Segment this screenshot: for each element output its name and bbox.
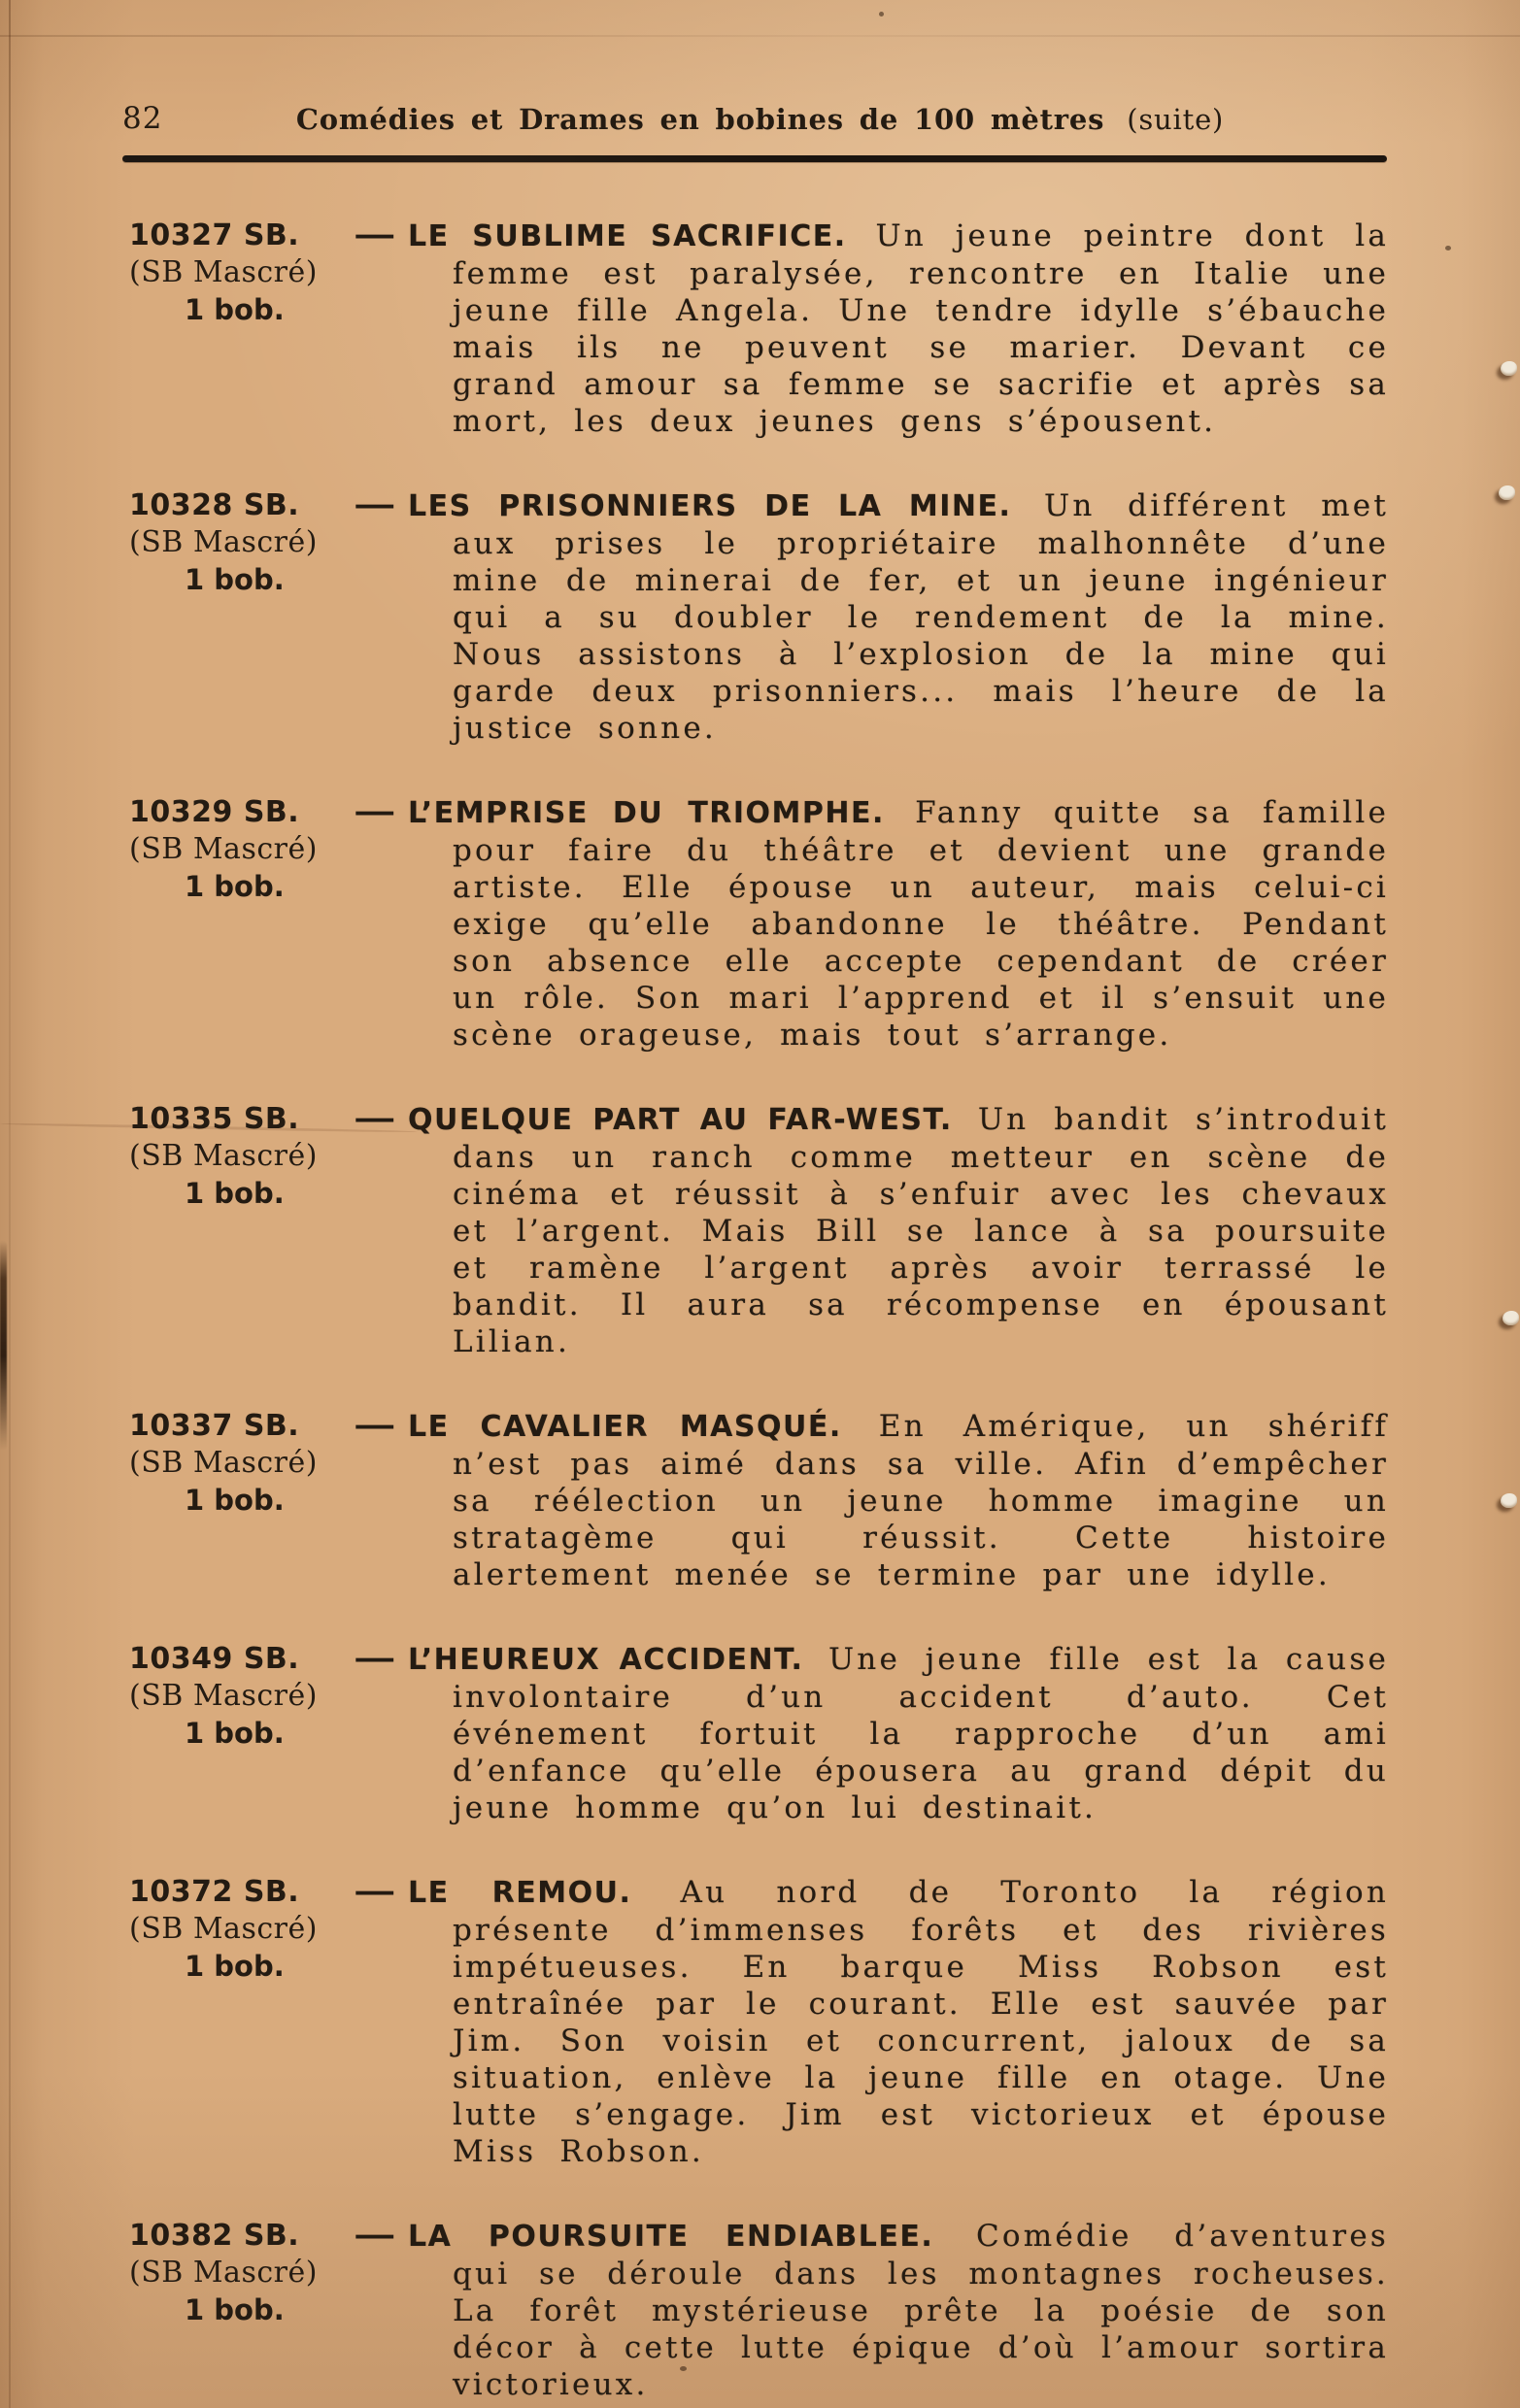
entry-text (408, 487, 1389, 747)
entry-title: LA POURSUITE ENDIABLEE. (408, 2220, 934, 2254)
entry-title: LE SUBLIME SACRIFICE. (408, 219, 847, 253)
em-dash: — (353, 488, 396, 522)
running-head-suffix: (suite) (1127, 103, 1225, 136)
entry-description: En Amérique, un shériff n’est pas aimé dans sa ville. Afin d’empêcher sa réélection un jeune homme imagine un stratagème qui réussit. Cette histoire alertement menée se termine par une idylle. (453, 1409, 1389, 1592)
em-dash: — (353, 1102, 396, 1136)
entry-text (408, 1874, 1389, 2170)
catalog-entry (129, 794, 1389, 1054)
entry-producer: (SB Mascré) (129, 525, 318, 559)
entry-reel-count: 1 bob. (185, 1484, 285, 1517)
entry-left-column (129, 794, 408, 905)
entry-producer: (SB Mascré) (129, 1679, 318, 1713)
catalog-entry (129, 1641, 1389, 1826)
entry-text (408, 1641, 1389, 1826)
entry-reel-count: 1 bob. (185, 293, 285, 326)
entry-title: LE CAVALIER MASQUÉ. (408, 1410, 842, 1444)
entry-reel-count: 1 bob. (185, 870, 285, 903)
entry-left-column (129, 487, 408, 598)
entry-producer: (SB Mascré) (129, 832, 318, 866)
entry-producer: (SB Mascré) (129, 2256, 318, 2290)
entry-description: Un bandit s’introduit dans un ranch comme metteur en scène de cinéma et réussit à s’enfuir avec les chevaux et l’argent. Mais Bill se lance à sa poursuite et ramène l’argent après avoir terrassé le bandit. Il aura sa récompense en épousant Lilian. (453, 1102, 1390, 1359)
entry-code: 10329 SB. (129, 795, 300, 829)
catalog-entry (129, 1874, 1389, 2170)
entry-reel-count: 1 bob. (185, 1717, 285, 1750)
catalog-entry (129, 487, 1389, 747)
entry-text (408, 1101, 1389, 1360)
catalog-entry (129, 2218, 1389, 2403)
catalog-entry (129, 1101, 1389, 1360)
entry-reel-count: 1 bob. (185, 563, 285, 596)
paper-crease-top (0, 35, 1520, 37)
page-edge-line (9, 0, 11, 2408)
entry-code: 10337 SB. (129, 1409, 300, 1443)
catalog-entry (129, 1408, 1389, 1593)
entry-code-line (129, 1641, 408, 1678)
entry-code-line (129, 1408, 408, 1445)
entry-text (408, 217, 1389, 440)
entry-description: Au nord de Toronto la région présente d’immenses forêts et des rivières impétueuses. En barque Miss Robson est entraînée par le courant. Elle est sauvée par Jim. Son voisin et concurrent, jaloux de sa situation, enlève la jeune fille en otage. Une lutte s’engage. Jim est victorieux et épouse Miss Robson. (453, 1875, 1390, 2169)
entry-code: 10349 SB. (129, 1642, 300, 1676)
entry-left-column (129, 1101, 408, 1212)
paper-speck (879, 12, 884, 17)
entry-code: 10335 SB. (129, 1102, 300, 1136)
entry-left-column (129, 1408, 408, 1519)
em-dash: — (353, 1875, 396, 1909)
catalog-entry (129, 217, 1389, 440)
entry-text (408, 794, 1389, 1054)
em-dash: — (353, 2219, 396, 2253)
entry-producer: (SB Mascré) (129, 1446, 318, 1480)
entry-left-column (129, 1874, 408, 1985)
entry-left-column (129, 2218, 408, 2328)
page-number: 82 (122, 101, 163, 136)
entry-title: QUELQUE PART AU FAR-WEST. (408, 1103, 953, 1137)
entry-title: LE REMOU. (408, 1876, 632, 1910)
em-dash: — (353, 795, 396, 829)
entry-producer: (SB Mascré) (129, 1139, 318, 1173)
page-header (0, 101, 1520, 140)
paper-hole (1501, 361, 1517, 376)
paper-speck (1445, 246, 1451, 251)
entry-code-line (129, 217, 408, 254)
entry-code-line (129, 487, 408, 524)
entry-code-line (129, 2218, 408, 2255)
entry-left-column (129, 217, 408, 328)
entry-code: 10372 SB. (129, 1875, 300, 1909)
entry-code-line (129, 1101, 408, 1138)
entry-reel-count: 1 bob. (185, 1177, 285, 1210)
entry-code-line (129, 1874, 408, 1911)
entry-title: L’HEUREUX ACCIDENT. (408, 1643, 804, 1677)
entry-text (408, 2218, 1389, 2403)
entry-producer: (SB Mascré) (129, 255, 318, 289)
entry-list (129, 217, 1389, 2408)
em-dash: — (353, 1642, 396, 1676)
entry-left-column (129, 1641, 408, 1752)
entry-code: 10327 SB. (129, 218, 300, 252)
binding-ink-streak (0, 1241, 7, 1450)
entry-reel-count: 1 bob. (185, 2293, 285, 2326)
paper-hole (1501, 1493, 1517, 1508)
entry-text (408, 1408, 1389, 1593)
entry-title: L’EMPRISE DU TRIOMPHE. (408, 796, 885, 830)
entry-code: 10328 SB. (129, 488, 300, 522)
entry-code: 10382 SB. (129, 2219, 300, 2253)
paper-hole (1503, 1311, 1519, 1325)
entry-description: Un jeune peintre dont la femme est paralysée, rencontre en Italie une jeune fille Angela. Une tendre idylle s’ébauche mais ils ne peuvent se marier. Devant ce grand amour sa femme se sacrifie et après sa mort, les deux jeunes gens s’épousent. (453, 218, 1389, 439)
entry-reel-count: 1 bob. (185, 1950, 285, 1983)
running-head (0, 103, 1520, 136)
em-dash: — (353, 1409, 396, 1443)
running-head-title: Comédies et Drames en bobines de 100 mètres (295, 103, 1105, 136)
paper-hole (1499, 485, 1515, 500)
header-rule (122, 155, 1387, 162)
entry-code-line (129, 794, 408, 831)
entry-description: Fanny quitte sa famille pour faire du théâtre et devient une grande artiste. Elle épouse un auteur, mais celui-ci exige qu’elle abandonne le théâtre. Pendant son absence elle accepte cependant de créer un rôle. Son mari l’apprend et il s’ensuit une scène orageuse, mais tout s’arrange. (453, 795, 1390, 1053)
em-dash: — (353, 218, 396, 252)
entry-description: Un différent met aux prises le propriétaire malhonnête d’une mine de minerai de fer, et un jeune ingénieur qui a su doubler le rendement de la mine. Nous assistons à l’explosion de la mine qui garde deux prisonniers... mais l’heure de la justice sonne. (453, 488, 1390, 746)
entry-producer: (SB Mascré) (129, 1912, 318, 1946)
entry-description: Une jeune fille est la cause involontaire d’un accident d’auto. Cet événement fortuit la rapproche d’un ami d’enfance qu’elle épousera au grand dépit du jeune homme qu’on lui destinait. (453, 1642, 1389, 1825)
entry-description: Comédie d’aventures qui se déroule dans les montagnes rocheuses. La forêt mystérieuse prête la poésie de son décor à cette lutte épique d’où l’amour sortira victorieux. (453, 2219, 1389, 2402)
entry-title: LES PRISONNIERS DE LA MINE. (408, 489, 1012, 523)
